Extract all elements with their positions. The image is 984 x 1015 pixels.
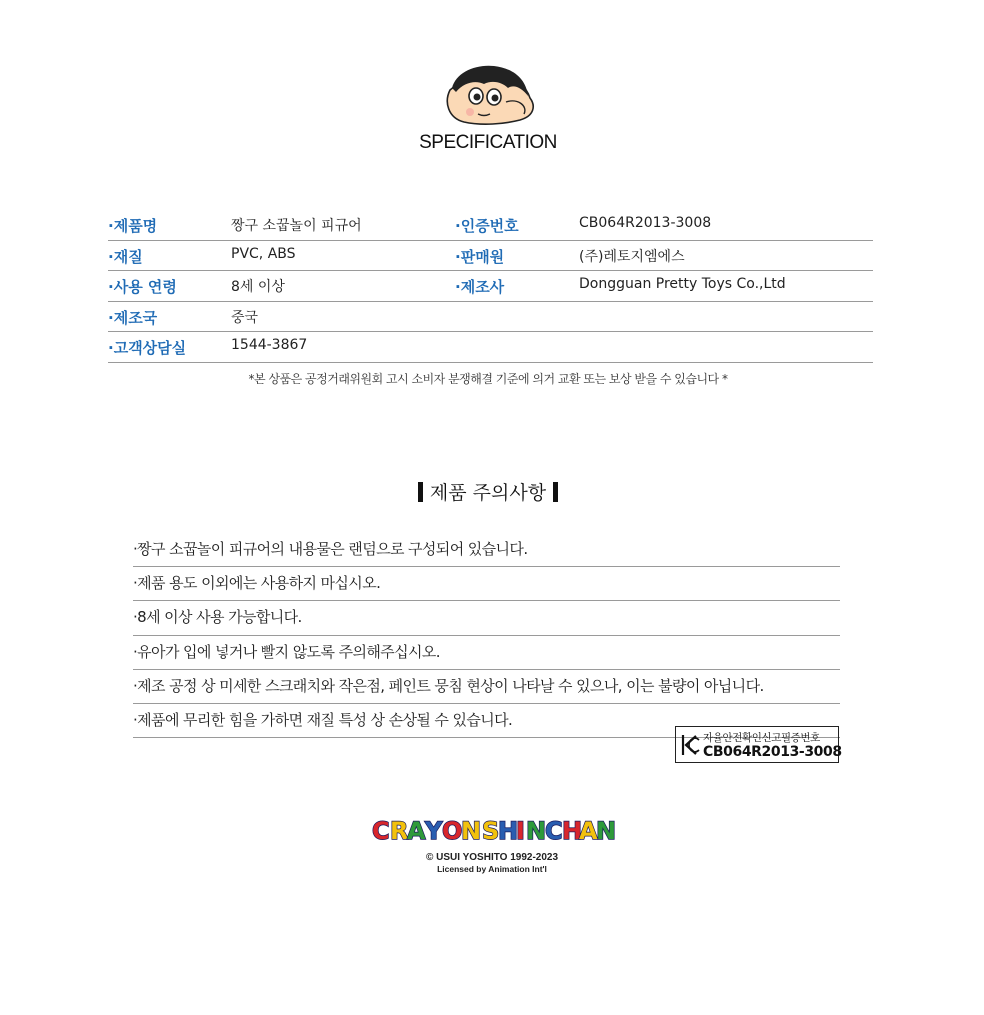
title-bar <box>553 482 558 502</box>
svg-text:S: S <box>482 817 500 845</box>
svg-text:H: H <box>498 817 519 845</box>
spec-label: ·재질 <box>108 247 143 266</box>
spec-value: Dongguan Pretty Toys Co.,Ltd <box>579 276 786 293</box>
caution-list <box>133 533 840 738</box>
list-item: ·유아가 입에 넣거나 빨지 않도록 주의해주십시오. <box>133 636 840 670</box>
kc-label: 자율안전확인신고필증번호 <box>703 732 820 744</box>
caution-title-text: 제품 주의사항 <box>429 482 547 504</box>
shinchan-face-icon <box>442 62 538 128</box>
spec-value: PVC, ABS <box>231 245 296 262</box>
svg-text:N: N <box>461 817 482 845</box>
svg-text:Y: Y <box>425 817 443 845</box>
spec-label: ·제조국 <box>108 308 158 327</box>
caution-title <box>0 478 976 505</box>
crayon-shinchan-logo <box>370 810 617 846</box>
list-item: ·제품에 무리한 힘을 가하면 재질 특성 상 손상될 수 있습니다. <box>133 704 840 738</box>
svg-text:I: I <box>516 817 525 845</box>
list-item: ·짱구 소꿉놀이 피규어의 내용물은 랜덤으로 구성되어 있습니다. <box>133 533 840 567</box>
spec-label: ·사용 연령 <box>108 278 177 297</box>
kc-number: CB064R2013-3008 <box>703 744 842 760</box>
list-item: ·8세 이상 사용 가능합니다. <box>133 601 840 635</box>
spec-row <box>108 241 873 272</box>
list-item: ·제품 용도 이외에는 사용하지 마십시오. <box>133 567 840 601</box>
spec-title: SPECIFICATION <box>419 132 557 153</box>
spec-row <box>108 271 873 302</box>
spec-row <box>108 302 873 333</box>
spec-row <box>108 210 873 241</box>
spec-row <box>108 332 873 363</box>
license: Licensed by Animation Int'l <box>437 864 547 874</box>
svg-text:R: R <box>390 817 409 845</box>
svg-text:N: N <box>526 817 547 845</box>
spec-label: ·판매원 <box>455 247 505 266</box>
svg-text:N: N <box>596 817 617 845</box>
svg-text:O: O <box>442 817 463 845</box>
svg-text:C: C <box>372 817 390 845</box>
copyright: © USUI YOSHITO 1992-2023 <box>425 852 559 863</box>
list-item: ·제조 공정 상 미세한 스크래치와 작은점, 페인트 뭉침 현상이 나타날 수 있으나, 이는 불량이 아닙니다. <box>133 670 840 704</box>
kc-certification-box <box>675 726 842 763</box>
spec-value: 중국 <box>231 309 259 326</box>
title-bar <box>418 482 423 502</box>
spec-label: ·제품명 <box>108 217 158 235</box>
svg-text:A: A <box>407 817 426 845</box>
svg-text:H: H <box>562 817 583 845</box>
spec-table <box>108 210 873 363</box>
spec-note: *본 상품은 공정거래위원회 고시 소비자 분쟁해결 기준에 의거 교환 또는 보상 받을 수 있습니다 * <box>248 372 728 386</box>
spec-value: 짱구 소꿉놀이 피규어 <box>231 218 362 234</box>
svg-text:A: A <box>579 817 598 845</box>
spec-label: ·고객상담실 <box>108 339 187 358</box>
spec-value: 1544-3867 <box>231 337 308 354</box>
spec-value: 8세 이상 <box>231 279 285 296</box>
svg-text:C: C <box>545 817 563 845</box>
spec-value: (주)레토지엠에스 <box>579 248 685 265</box>
spec-value: CB064R2013-3008 <box>579 215 712 231</box>
kc-mark-icon <box>680 732 700 758</box>
spec-label: ·인증번호 <box>455 217 519 235</box>
spec-label: ·제조사 <box>455 278 505 297</box>
